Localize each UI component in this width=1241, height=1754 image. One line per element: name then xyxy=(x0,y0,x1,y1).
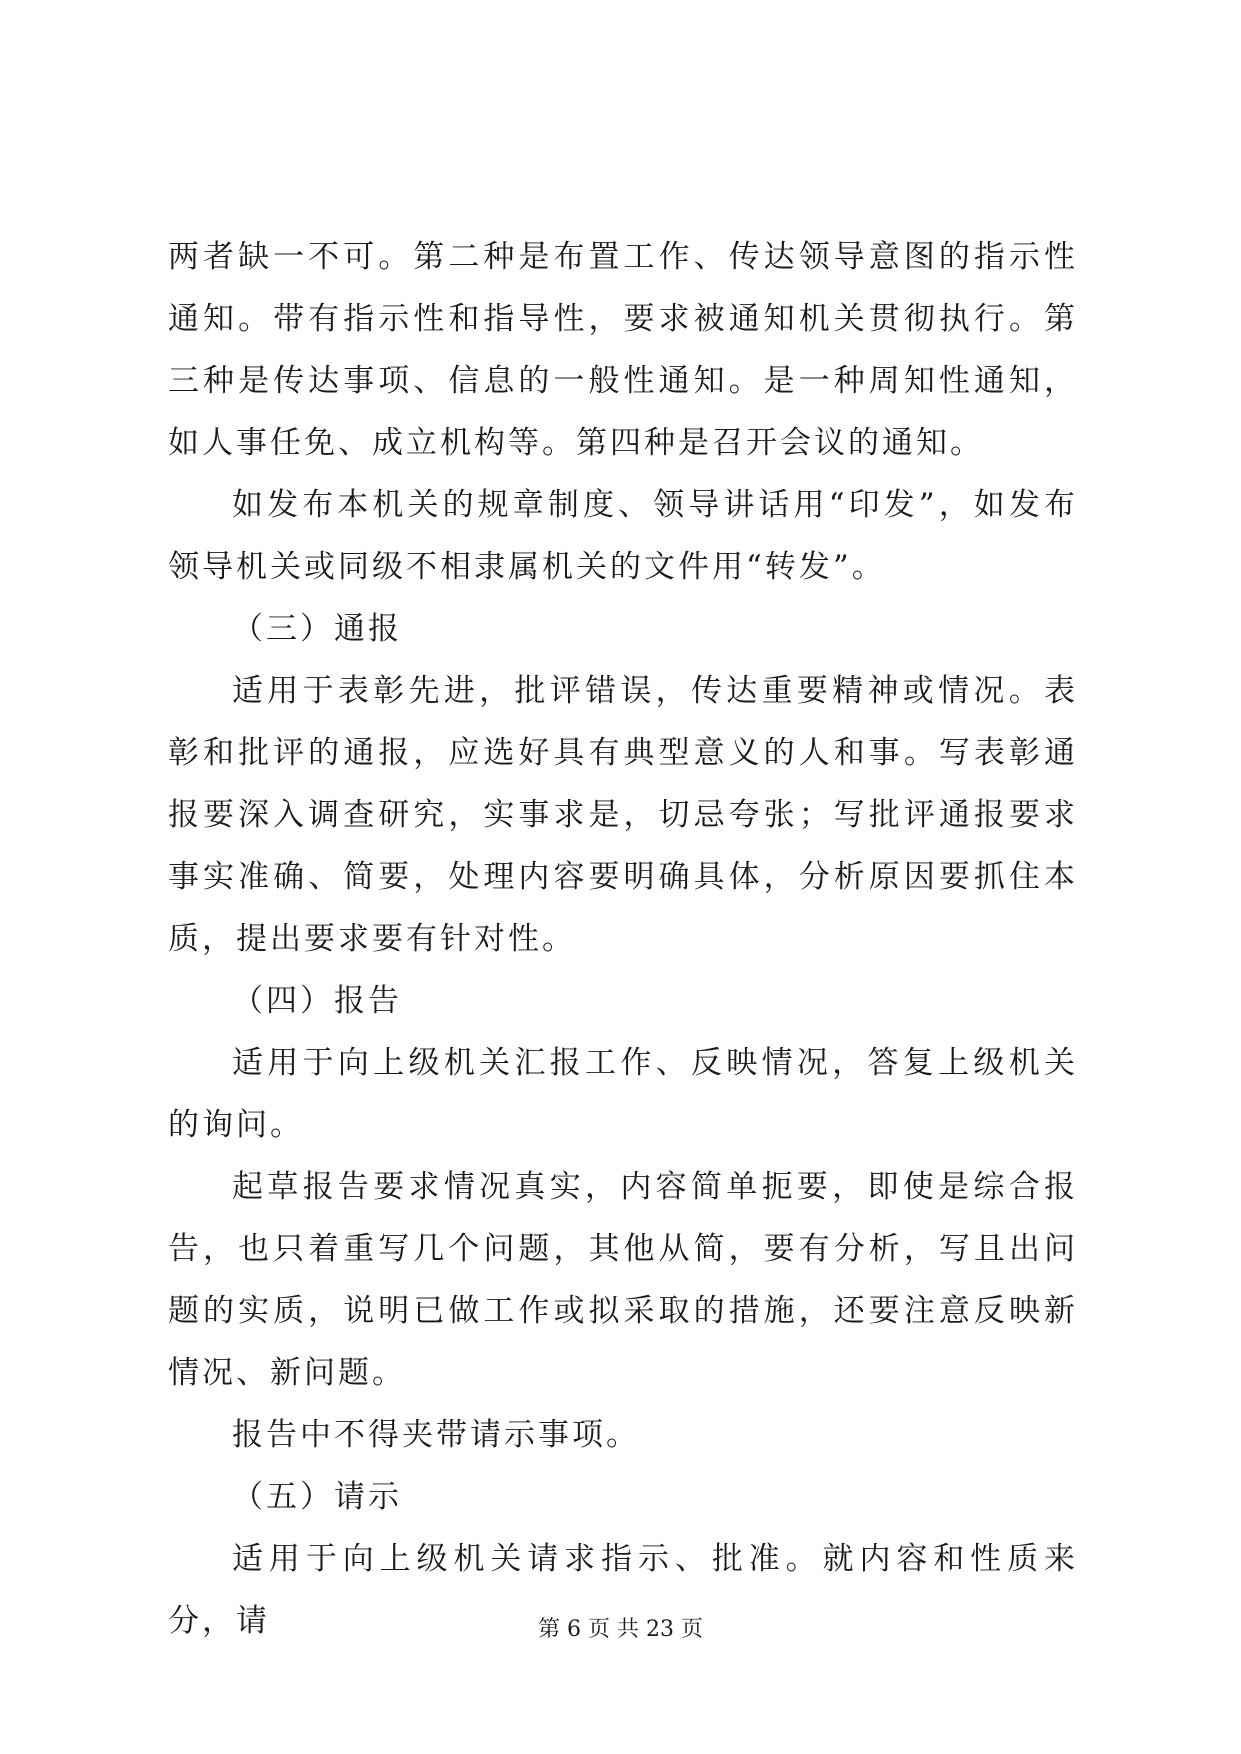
paragraph-report-purpose: 适用于向上级机关汇报工作、反映情况，答复上级机关的询问。 xyxy=(168,1045,1078,1143)
paragraph-bulletin: 适用于表彰先进，批评错误，传达重要精神或情况。表彰和批评的通报，应选好具有典型意义的人和事。写表彰通报要深入调查研究，实事求是，切忌夸张；写批评通报要求事实准确、简要，处理内容要明确具体，分析原因要抓住本质，提出要求要有针对性。 xyxy=(168,673,1078,957)
document-body xyxy=(168,226,1078,1652)
section-heading-report: （四）报告 xyxy=(232,983,402,1019)
paragraph-report-drafting: 起草报告要求情况真实，内容简单扼要，即使是综合报告，也只着重写几个问题，其他从简，要有分析，写且出问题的实质，说明已做工作或拟采取的措施，还要注意反映新情况、新问题。 xyxy=(168,1169,1078,1391)
section-heading-request: （五）请示 xyxy=(232,1479,402,1515)
paragraph-notice-types: 两者缺一不可。第二种是布置工作、传达领导意图的指示性通知。带有指示性和指导性，要求被通知机关贯彻执行。第三种是传达事项、信息的一般性通知。是一种周知性通知，如人事任免、成立机构等。第四种是召开会议的通知。 xyxy=(168,239,1078,461)
paragraph-issue-forward: 如发布本机关的规章制度、领导讲话用“印发”，如发布领导机关或同级不相隶属机关的文件用“转发”。 xyxy=(168,487,1078,585)
section-heading-bulletin: （三）通报 xyxy=(232,611,402,647)
page-number-footer: 第 6 页 共 23 页 xyxy=(538,1617,703,1642)
paragraph-request: 适用于向上级机关请求指示、批准。就内容和性质来分，请 xyxy=(168,1541,1078,1639)
paragraph-report-restriction: 报告中不得夹带请示事项。 xyxy=(232,1417,640,1453)
